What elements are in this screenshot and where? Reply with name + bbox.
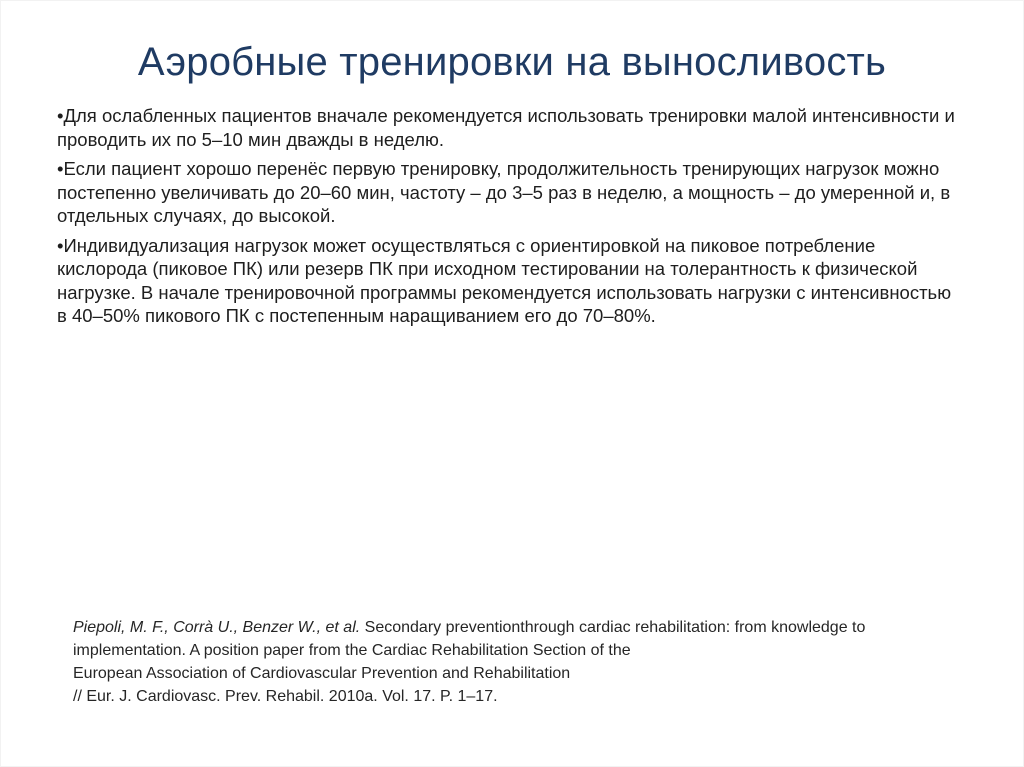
bullet-item	[57, 104, 957, 151]
bullet-text: Индивидуализация нагрузок может осуществляться с ориентировкой на пиковое потребление кислорода (пиковое ПК) или резерв ПК при исходном тестировании на толерантность к физической нагрузке. В начале тренировочной программы рекомендуется использовать нагрузки с интенсивностью в 40–50% пикового ПК с постепенным наращиванием его до 70–80%.	[57, 234, 952, 326]
citation-authors: Piepoli, M. F., Corrà U., Benzer W., et al.	[73, 619, 361, 636]
citation-line: European Association of Cardiovascular Prevention and Rehabilitation	[73, 665, 571, 682]
bullet-text: Если пациент хорошо перенёс первую тренировку, продолжительность тренирующих нагрузок можно постепенно увеличивать до 20–60 мин, частоту – до 3–5 раз в неделю, а мощность – до умеренной и, в отдельных случаях, до высокой.	[57, 158, 951, 226]
bullet-item	[57, 157, 957, 228]
citation-line: implementation. A position paper from the Cardiac Rehabilitation Section of the	[73, 642, 631, 659]
bullet-marker: •	[57, 158, 64, 179]
bullet-list	[57, 104, 957, 334]
bullet-item	[57, 234, 957, 328]
citation-line	[73, 616, 1003, 639]
bullet-text: Для ослабленных пациентов вначале рекомендуется использовать тренировки малой интенсивности и проводить их по 5–10 мин дважды в неделю.	[57, 105, 955, 150]
bullet-marker: •	[57, 234, 64, 256]
citation	[73, 616, 1003, 708]
citation-title-start: Secondary preventionthrough cardiac rehabilitation: from knowledge to	[360, 619, 866, 636]
bullet-marker: •	[57, 105, 64, 126]
slide-title: Аэробные тренировки на выносливость	[137, 40, 887, 84]
citation-source: // Eur. J. Cardiovasc. Prev. Rehabil. 2010a. Vol. 17. P. 1–17.	[73, 688, 498, 705]
